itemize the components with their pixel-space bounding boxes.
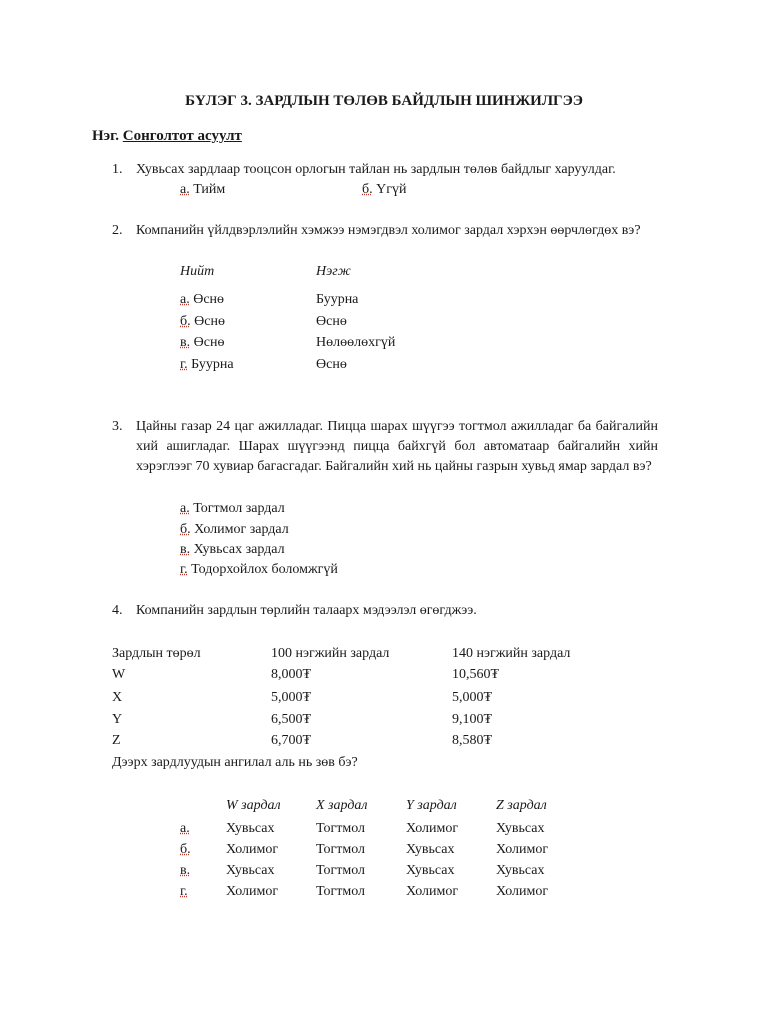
q3-option-text: Тогтмол зардал	[193, 501, 285, 516]
cost-table-cell: Z	[112, 733, 121, 748]
answer-cell: Тогтмол	[316, 884, 366, 899]
q2-option-unit: Өснө	[316, 357, 347, 372]
section-heading	[92, 127, 242, 145]
q1-option-b[interactable]	[362, 181, 406, 199]
q2-option-unit: Буурна	[316, 292, 359, 307]
answer-cell: Тогтмол	[316, 842, 366, 857]
q2-text: Компанийн үйлдвэрлэлийн хэмжээ нэмэгдвэл холимог зардал хэрхэн өөрчлөгдөх вэ?	[136, 223, 641, 238]
q2-option-unit: Нөлөөлөхгүй	[316, 335, 396, 350]
q3-option-c[interactable]	[180, 541, 285, 559]
q1-option-a-letter: а.	[180, 182, 190, 197]
answer-header: Y зардал	[406, 798, 457, 813]
answer-header: Z зардал	[496, 798, 547, 813]
q2-option-total: Өснө	[193, 292, 225, 307]
answer-cell: Хувьсах	[406, 842, 455, 857]
q2-option-unit: Өснө	[316, 314, 347, 329]
answer-cell: Холимог	[226, 842, 279, 857]
answer-cell: Тогтмол	[316, 821, 366, 836]
answer-header: W зардал	[226, 798, 281, 813]
cost-table-header: Зардлын төрөл	[112, 646, 201, 661]
cost-table-cell: 9,100₮	[452, 712, 493, 727]
cost-table-cell: 5,000₮	[452, 690, 493, 705]
answer-cell: Холимог	[406, 884, 459, 899]
q3-option-a[interactable]	[180, 500, 285, 518]
cost-table-header: 140 нэгжийн зардал	[452, 646, 571, 661]
answer-cell: Холимог	[406, 821, 459, 836]
q3-option-letter: б.	[180, 522, 191, 537]
section-label: Сонголтот асуулт	[122, 128, 242, 144]
q3-option-text: Хувьсах зардал	[193, 542, 285, 557]
answer-cell: Хувьсах	[496, 821, 545, 836]
q1-option-b-text: Үгүй	[376, 182, 407, 197]
q2-option-letter: в.	[180, 335, 191, 350]
cost-table-cell: 8,580₮	[452, 733, 493, 748]
q2-option-total: Өснө	[194, 314, 225, 329]
q3-number: 3.	[112, 419, 123, 434]
q3-text: Цайны газар 24 цаг ажилладаг. Пицца шарах шүүгээ тогтмол ажилладаг ба байгалийн хий ашигладаг. Шарах шүүгээнд пицца байхгүй бол автоматаар байгалийн хийн хэрэглээг 70 хувиар багасгадаг. Байгалийн хий нь цайны газрын хувьд ямар зардал вэ?	[136, 419, 658, 474]
q1-option-a-text: Тийм	[193, 182, 226, 197]
q2-option-b[interactable]	[180, 313, 225, 331]
q4-number: 4.	[112, 603, 123, 618]
q3-option-text: Холимог зардал	[194, 522, 289, 537]
section-prefix: Нэг.	[92, 128, 120, 144]
q1-text: Хувьсах зардлаар тооцсон орлогын тайлан нь зардлын төлөв байдлыг харуулдаг.	[136, 162, 616, 177]
q2-header-total: Нийт	[180, 264, 215, 279]
q4-option-b[interactable]: б.	[180, 842, 191, 857]
answer-header: X зардал	[316, 798, 368, 813]
q1-option-a[interactable]	[180, 181, 225, 199]
q4-question: Дээрх зардлуудын ангилал аль нь зөв бэ?	[112, 755, 358, 770]
answer-cell: Хувьсах	[496, 863, 545, 878]
cost-table-cell: 6,500₮	[271, 712, 312, 727]
cost-table-cell: 5,000₮	[271, 690, 312, 705]
q2-option-c[interactable]	[180, 334, 224, 352]
q2-option-a[interactable]	[180, 291, 224, 309]
q3-option-text: Тодорхойлох боломжгүй	[191, 562, 338, 577]
answer-cell: Тогтмол	[316, 863, 366, 878]
q4-option-c[interactable]: в.	[180, 863, 191, 878]
answer-cell: Холимог	[496, 842, 549, 857]
cost-table-header: 100 нэгжийн зардал	[271, 646, 390, 661]
q3-option-letter: в.	[180, 542, 191, 557]
q4-option-a[interactable]: а.	[180, 821, 190, 836]
cost-table-cell: 10,560₮	[452, 667, 500, 682]
q3-option-b[interactable]	[180, 521, 289, 539]
q2-option-total: Өснө	[193, 335, 225, 350]
q3-option-letter: а.	[180, 501, 190, 516]
q4-text: Компанийн зардлын төрлийн талаарх мэдээлэл өгөгджээ.	[136, 603, 477, 618]
q1-option-b-letter: б.	[362, 182, 373, 197]
answer-cell: Хувьсах	[226, 863, 275, 878]
q2-number: 2.	[112, 223, 123, 238]
q2-option-letter: г.	[180, 357, 188, 372]
q2-option-total: Буурна	[191, 357, 234, 372]
page-title: БҮЛЭГ 3. ЗАРДЛЫН ТӨЛӨВ БАЙДЛЫН ШИНЖИЛГЭЭ	[185, 93, 583, 109]
q4-option-d[interactable]: г.	[180, 884, 188, 899]
q3-option-letter: г.	[180, 562, 188, 577]
cost-table-cell: 8,000₮	[271, 667, 312, 682]
q3-option-d[interactable]	[180, 561, 338, 579]
cost-table-cell: X	[112, 690, 123, 705]
answer-cell: Хувьсах	[406, 863, 455, 878]
q1-number: 1.	[112, 162, 123, 177]
q2-option-letter: б.	[180, 314, 191, 329]
cost-table-cell: W	[112, 667, 126, 682]
q2-option-letter: а.	[180, 292, 190, 307]
q2-option-d[interactable]	[180, 356, 234, 374]
q2-header-unit: Нэгж	[316, 264, 351, 279]
answer-cell: Холимог	[226, 884, 279, 899]
answer-cell: Хувьсах	[226, 821, 275, 836]
cost-table-cell: 6,700₮	[271, 733, 312, 748]
cost-table-cell: Y	[112, 712, 123, 727]
answer-cell: Холимог	[496, 884, 549, 899]
